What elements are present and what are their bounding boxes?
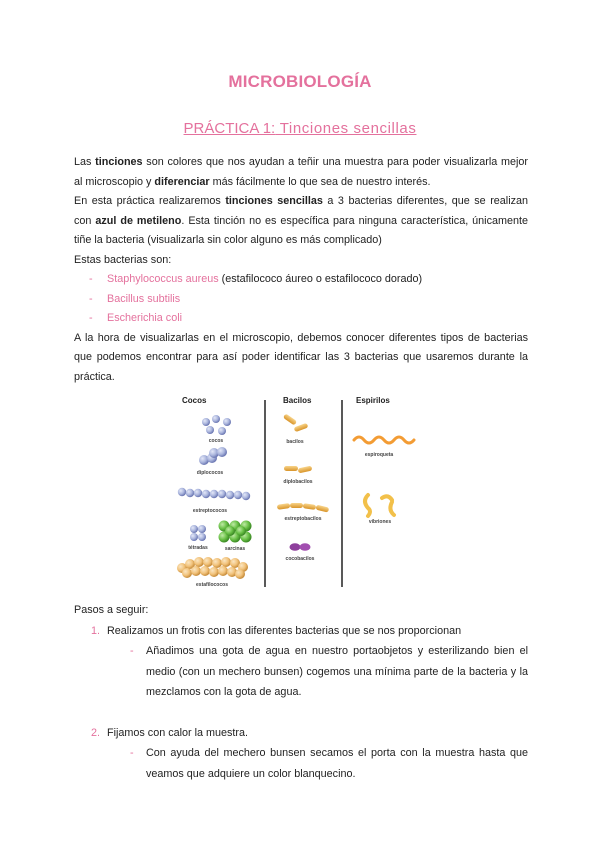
steps-section bbox=[74, 600, 528, 784]
text-run: más fácilmente lo que sea de nuestro interés. bbox=[209, 175, 431, 188]
step-number: 2. bbox=[91, 726, 101, 739]
label-vibriones: vibriones bbox=[368, 519, 392, 525]
label-diplobacilos: diplobacilos bbox=[283, 479, 313, 485]
vibriones-illustration bbox=[365, 495, 394, 516]
bold-term: tinciones bbox=[95, 156, 143, 168]
header-bacilos: Bacilos bbox=[283, 396, 312, 405]
header-espirilos: Espirilos bbox=[356, 396, 390, 405]
bacteria-note: (estafilococo áureo o estafilococo dorado) bbox=[218, 273, 423, 285]
paragraph-practica bbox=[74, 192, 528, 251]
list-item bbox=[74, 309, 528, 329]
text-run: En esta práctica realizaremos bbox=[74, 195, 226, 207]
tetradas-illustration bbox=[190, 525, 206, 541]
espiroqueta-illustration bbox=[354, 437, 414, 443]
subtitle-practice-number: PRÁCTICA 1: bbox=[183, 120, 276, 137]
paragraph-tinciones bbox=[74, 153, 528, 192]
bold-term: diferenciar bbox=[154, 175, 210, 188]
diplococos-illustration bbox=[199, 447, 227, 465]
label-sarcinas: sarcinas bbox=[224, 546, 246, 552]
estafilococos-illustration bbox=[177, 557, 248, 579]
header-cocos: Cocos bbox=[182, 396, 207, 405]
spacer bbox=[74, 703, 528, 723]
estreptococos-illustration bbox=[178, 488, 250, 500]
bacteria-name: Staphylococcus aureus bbox=[107, 273, 219, 285]
step-item bbox=[74, 621, 528, 642]
bacteria-name: Escherichia coli bbox=[107, 312, 183, 324]
label-estreptococos: estreptococos bbox=[192, 508, 228, 514]
text-run: son colores que nos ayudan a teñir una muestra para poder visualizarla mejor al microscopio y bbox=[74, 156, 528, 188]
subtitle-practice-name: Tinciones sencillas bbox=[275, 120, 417, 137]
step-number: 1. bbox=[91, 624, 101, 637]
label-espiroqueta: espiroqueta bbox=[364, 452, 394, 458]
list-item bbox=[74, 290, 528, 310]
list-item bbox=[74, 270, 528, 290]
estreptobacilos-illustration bbox=[277, 503, 329, 513]
document-title: MICROBIOLOGÍA bbox=[228, 72, 372, 91]
step-substep: - Con ayuda del mechero bunsen secamos el porta con la muestra hasta que veamos que adquiere un color blanquecino. bbox=[74, 743, 528, 784]
text-run: Las bbox=[74, 156, 96, 168]
bold-term: azul de metileno bbox=[95, 214, 182, 227]
label-cocobacilos: cocobacilos bbox=[285, 556, 315, 562]
practice-subtitle bbox=[0, 120, 600, 137]
label-cocos: cocos bbox=[208, 438, 224, 444]
bacilos-illustration bbox=[283, 413, 309, 432]
sarcinas-illustration bbox=[219, 521, 252, 543]
paragraph-microscopio: A la hora de visualizarlas en el microscopio, debemos conocer diferentes tipos de bacterias que podemos encontrar para así poder identificar las 3 bacterias que usaremos durante la práctica. bbox=[74, 331, 528, 383]
step-text: Realizamos un frotis con las diferentes bacterias que se nos proporcionan bbox=[107, 624, 462, 637]
label-estreptobacilos: estreptobacilos bbox=[284, 516, 322, 522]
label-bacilos: bacilos bbox=[286, 439, 304, 445]
bold-term: tinciones sencillas bbox=[225, 195, 323, 207]
bacteria-morphology-figure bbox=[170, 392, 428, 592]
label-tetradas: tétradas bbox=[188, 545, 208, 551]
bacteria-list bbox=[74, 270, 528, 329]
paragraph-bacterias-intro: Estas bacterias son: bbox=[74, 253, 172, 266]
cocos-illustration bbox=[202, 415, 231, 435]
text-run: a 3 bacterias diferentes, que se realizan con bbox=[74, 195, 528, 227]
label-estafilococos: estafilococos bbox=[196, 582, 228, 588]
step-substep: - Añadimos una gota de agua en nuestro portaobjetos y esterilizando bien el medio (con un mechero bunsen) cogemos una mínima parte de la bacteria y la mezclamos con la gota de agua. bbox=[74, 641, 528, 703]
label-diplococos: diplococos bbox=[196, 470, 224, 476]
step-item bbox=[74, 723, 528, 744]
intro-section bbox=[74, 153, 528, 387]
diplobacilos-illustration bbox=[284, 466, 312, 474]
cocobacilos-illustration bbox=[290, 543, 311, 551]
steps-intro: Pasos a seguir: bbox=[74, 604, 149, 616]
step-text: Fijamos con calor la muestra. bbox=[107, 726, 249, 739]
text-run: . Esta tinción no es específica para ninguna característica, únicamente tiñe la bacteria (visualizarla sin color alguno es más complicado) bbox=[74, 214, 528, 246]
bacteria-name: Bacillus subtilis bbox=[107, 292, 181, 305]
